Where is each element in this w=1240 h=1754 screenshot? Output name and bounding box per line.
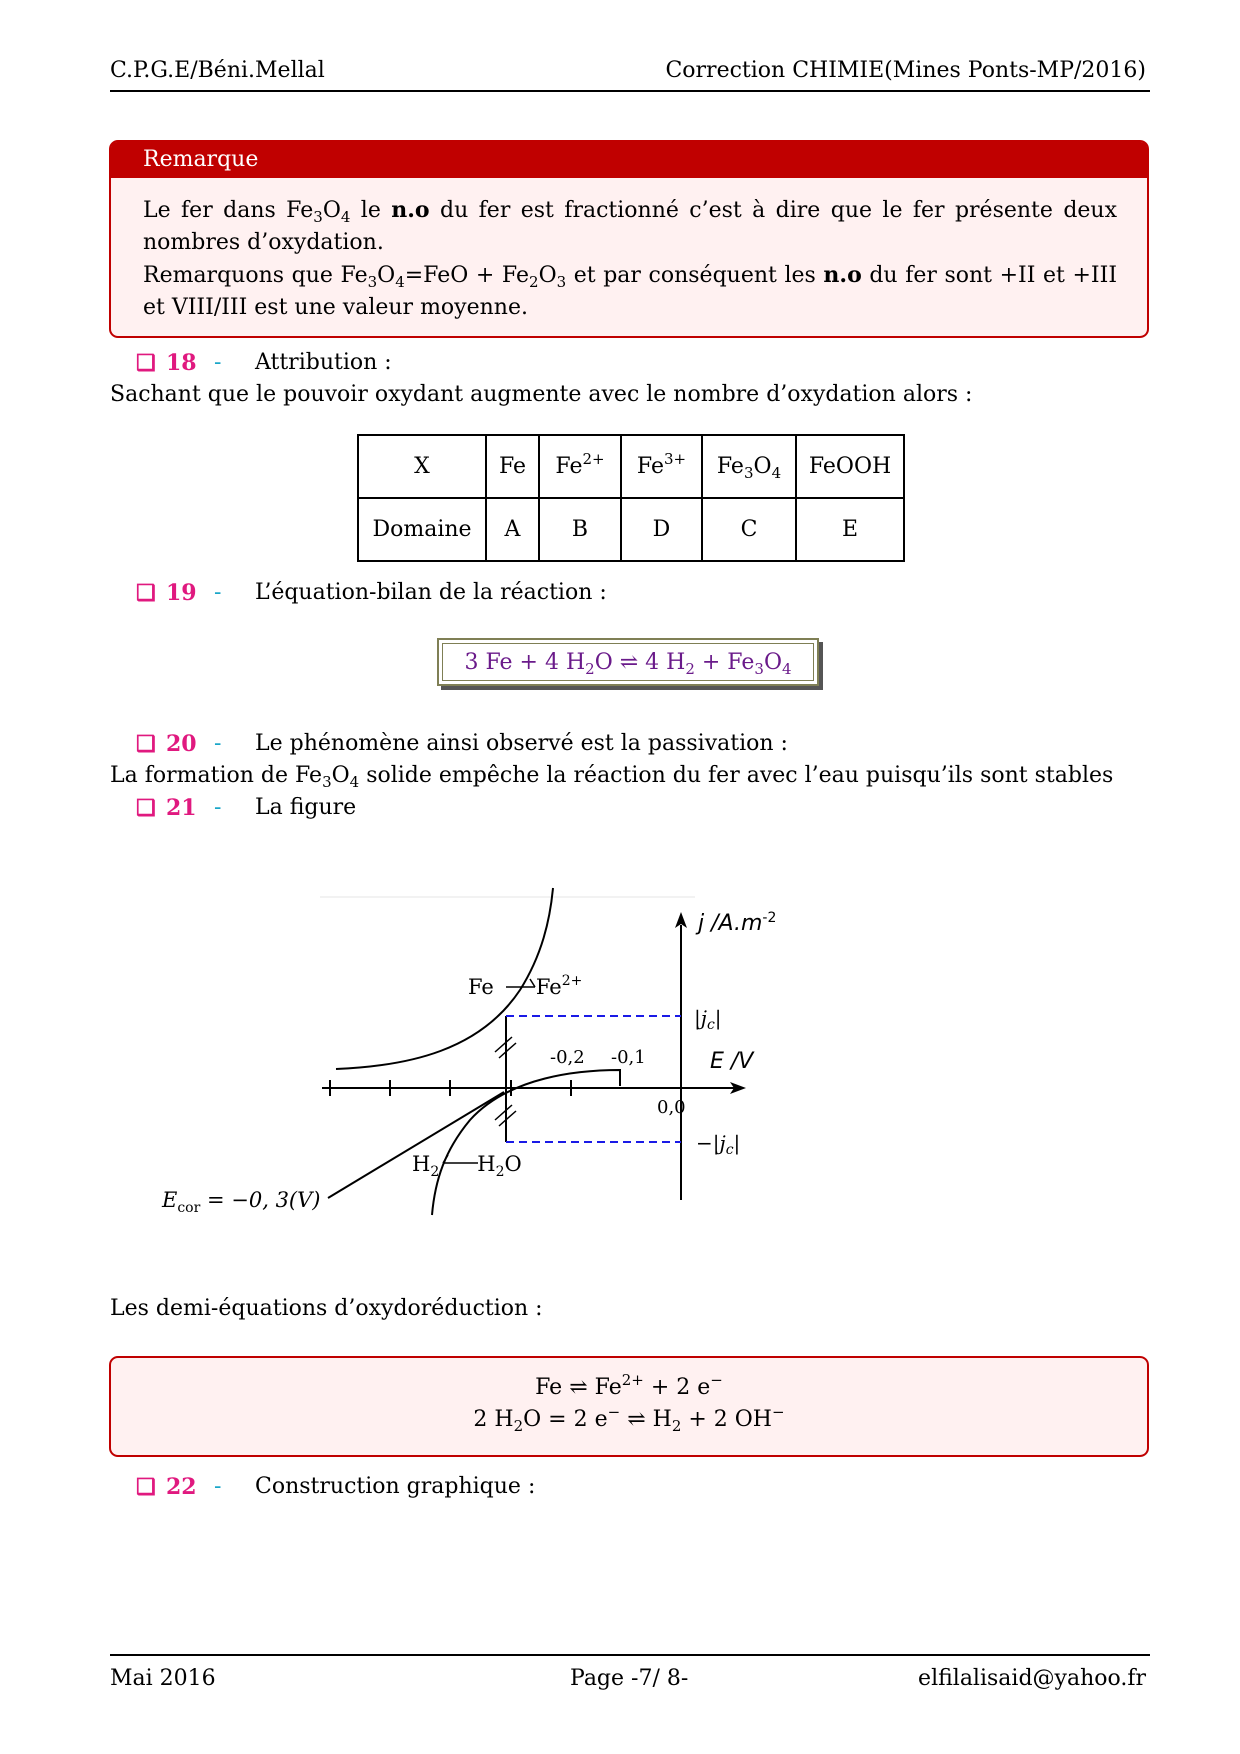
header-rule <box>110 90 1150 92</box>
question-dash: - <box>214 731 222 756</box>
q20-sentence: La formation de $Fe_3O_4$ solide empêche la réaction du fer avec l’eau puisqu’ils sont stables <box>110 763 1114 791</box>
jc-negative-label <box>696 1131 740 1158</box>
q18-sentence: Sachant que le pouvoir oxydant augmente avec le nombre d’oxydation alors : <box>110 382 973 407</box>
remark-text: le <box>350 198 392 223</box>
tick-label: -0,2 <box>550 1047 585 1068</box>
reduction-label: $H_2$ $H_2O$ <box>412 1152 522 1180</box>
domain-table <box>357 434 905 562</box>
header-left: C.P.G.E/Béni.Mellal <box>110 58 325 83</box>
question-dash: - <box>214 1474 222 1499</box>
halfeq-text: Fe ⇌ Fe <box>535 1375 622 1400</box>
table-cell: E <box>796 498 904 561</box>
cell-sup: 2+ <box>582 450 605 468</box>
table-cell: Fe <box>486 435 539 498</box>
table-cell: C <box>702 498 796 561</box>
ox-sup: 2+ <box>561 973 583 989</box>
table-cell: B <box>539 498 621 561</box>
footer-center: Page -7/ 8- <box>570 1666 689 1691</box>
table-cell <box>539 435 621 498</box>
question-number: 18 <box>166 350 197 376</box>
halfeq-sup: − <box>772 1403 785 1421</box>
cell-text: Fe <box>636 454 664 479</box>
checkbox-icon: ❑ <box>136 731 156 757</box>
halfeq-intro: Les demi-équations d’oxydoréduction : <box>110 1296 543 1321</box>
question-dash: - <box>214 350 222 375</box>
halfeq-sup: − <box>710 1371 723 1389</box>
jc-text: |j <box>694 1006 707 1030</box>
halfeq-line-1 <box>111 1372 1147 1404</box>
remark-no: n.o <box>823 262 862 288</box>
question-text: La figure <box>255 795 357 820</box>
footer-rule <box>110 1654 1150 1656</box>
halfeq-text: O = 2 e <box>523 1407 608 1432</box>
question-number: 20 <box>166 731 197 757</box>
table-cell: D <box>621 498 702 561</box>
halfeq-line-2: 2 $H_2O = 2$ e− ⇌ $H_2 + 2$ OH− <box>473 1403 785 1435</box>
ecor-text: E <box>162 1188 178 1212</box>
ecor-label <box>161 1188 320 1216</box>
question-text: Construction graphique : <box>255 1474 536 1499</box>
halfeq-text: + 2 e <box>643 1375 711 1400</box>
cell-text: Fe <box>716 454 744 479</box>
red-text: H <box>412 1152 431 1176</box>
e-axis-label: E /V <box>710 1049 754 1074</box>
question-text: L’équation-bilan de la réaction : <box>255 580 607 605</box>
checkbox-icon: ❑ <box>136 580 156 606</box>
j-axis-label-text: j /A.m <box>698 911 763 936</box>
j-axis-label-exp: -2 <box>762 910 777 926</box>
remark-body: Le fer dans $Fe_3O_4$ le n.o du fer est fractionné c’est à dire que le fer présente deux nombres d’oxydation. Remarquons que $Fe_3O_4=FeO + Fe_2O_3$ et par conséquent les n.o du fer sont +II et +III et VIII/III est une valeur moyenne. <box>143 197 1118 320</box>
tick-label: -0,1 <box>611 1047 646 1068</box>
header-right: Correction CHIMIE(Mines Ponts-MP/2016) <box>665 58 1146 83</box>
table-cell: A <box>486 498 539 561</box>
jc-positive-label <box>694 1006 722 1033</box>
ecor-text: = −0, 3(V) <box>200 1188 321 1212</box>
ox-text: Fe <box>535 975 562 999</box>
table-row <box>358 435 904 498</box>
q20-text: solide empêche la réaction du fer avec l’eau puisqu’ils sont stables <box>359 763 1114 788</box>
halfeq-text: + 2 OH <box>681 1407 772 1432</box>
table-cell: $Fe_3O_4$ <box>702 435 796 498</box>
jc-sub: c <box>725 1142 734 1158</box>
halfeq-text: 2 H <box>473 1407 514 1432</box>
halfeq-sup: 2+ <box>621 1371 644 1389</box>
current-potential-figure <box>150 880 830 1240</box>
footer-left: Mai 2016 <box>110 1666 216 1691</box>
question-text: Le phénomène ainsi observé est la passivation : <box>255 731 788 756</box>
anodic-curve <box>336 888 553 1069</box>
halfeq-sup: − <box>607 1403 621 1421</box>
footer-right: elfilalisaid@yahoo.fr <box>918 1666 1146 1691</box>
jc-text: | <box>714 1006 722 1030</box>
jc-text: −|j <box>696 1131 726 1155</box>
reduction-arrow-head <box>443 1155 448 1163</box>
remark-text: du fer sont +II et +III et VIII/III est une valeur moyenne. <box>143 263 1118 320</box>
j-axis-label <box>695 910 776 936</box>
jc-sub: c <box>706 1017 715 1033</box>
remark-text: du fer est fractionné c’est à dire que le fer présente deux nombres d’oxydation. <box>143 198 1117 255</box>
halfeq-text: ⇌ H <box>620 1407 672 1432</box>
oxidation-label <box>468 973 582 999</box>
remark-text: =FeO + Fe <box>404 263 530 288</box>
question-dash: - <box>214 580 222 605</box>
question-dash: - <box>214 795 222 820</box>
equation-text: + Fe <box>694 650 755 675</box>
remark-no: n.o <box>391 197 430 223</box>
cell-sup: 3+ <box>663 450 687 468</box>
cell-text: Fe <box>555 454 583 479</box>
remark-text: Le fer dans Fe <box>143 198 314 223</box>
checkbox-icon: ❑ <box>136 795 156 821</box>
remark-box <box>109 140 1149 338</box>
ecor-sub: cor <box>177 1200 201 1216</box>
red-text: H <box>477 1152 496 1176</box>
remark-text: Remarquons que Fe <box>143 263 368 288</box>
remark-title: Remarque <box>111 142 1147 178</box>
question-text: Attribution : <box>255 350 392 375</box>
question-number: 19 <box>166 580 197 606</box>
q20-text: La formation de Fe <box>110 763 323 788</box>
equation-text: 3 Fe + 4 H <box>464 650 586 675</box>
ox-text: Fe <box>468 975 494 999</box>
table-cell: FeOOH <box>796 435 904 498</box>
oxidation-arrow-head <box>530 979 535 987</box>
table-row <box>358 498 904 561</box>
equation-box <box>437 638 819 686</box>
tick-label: 0,0 <box>657 1097 686 1118</box>
remark-text: et par conséquent les <box>566 263 824 288</box>
equation: 3 Fe + 4 $H_2O$ ⇌ 4 $H_2 + Fe_3O_4$ <box>442 643 814 681</box>
red-text: O <box>504 1152 522 1176</box>
table-cell: X <box>358 435 486 498</box>
halfeq-box <box>109 1356 1149 1457</box>
jc-text: | <box>733 1131 741 1155</box>
question-number: 21 <box>166 795 197 821</box>
table-cell <box>621 435 702 498</box>
question-number: 22 <box>166 1474 197 1500</box>
ecor-pointer-line <box>328 1092 504 1198</box>
checkbox-icon: ❑ <box>136 350 156 376</box>
equation-text: O ⇌ 4 H <box>594 650 686 675</box>
table-cell: Domaine <box>358 498 486 561</box>
checkbox-icon: ❑ <box>136 1474 156 1500</box>
